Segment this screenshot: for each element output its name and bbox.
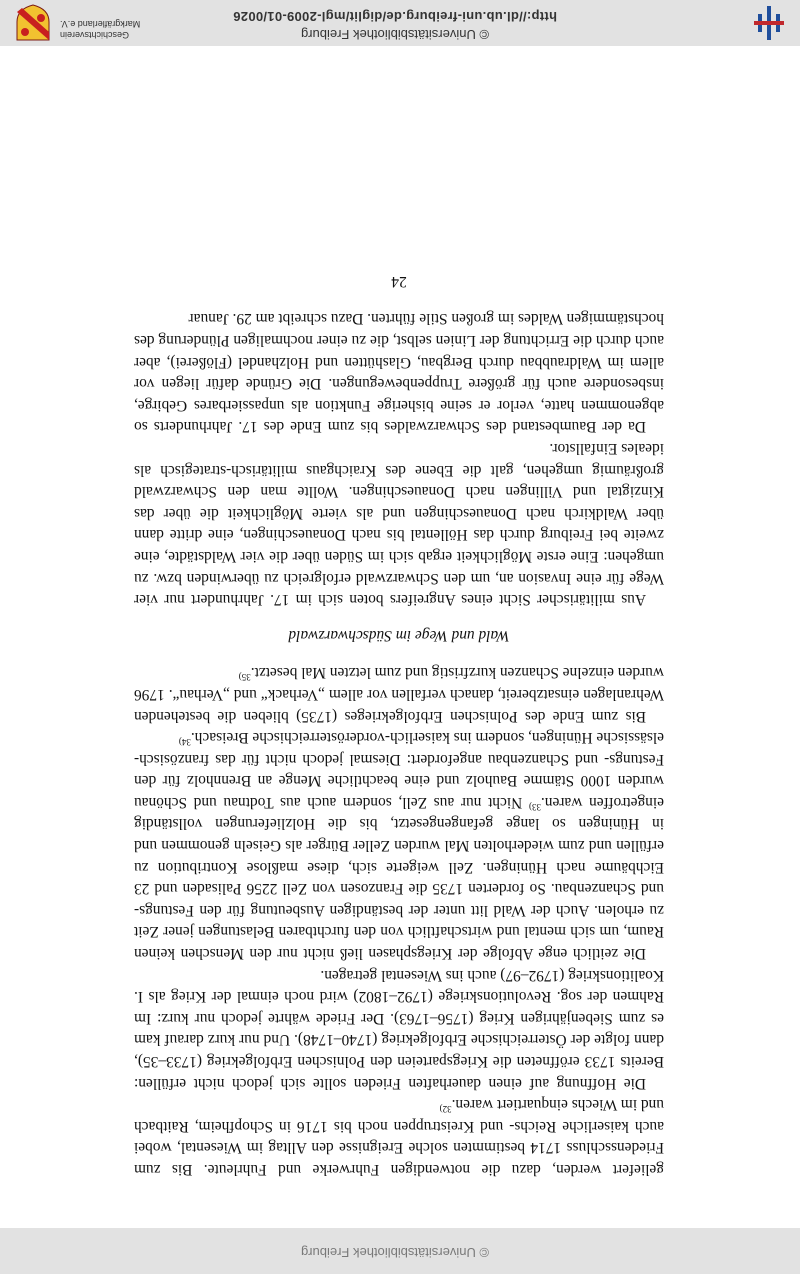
paragraph: geliefert werden, dazu die notwendigen Fuhrwerke und Fuhrleute. Bis zum Friedensschluss 1714 bestimmten solche Ereignisse den Alltag im Wiesental, wobei auch kaiserliche Reichs- und Kreistruppen noch bis 1716 in Schopfheim, Raitbach und im Wiechs einquartiert waren.$^{32)}$ xyxy=(134,1096,664,1178)
paragraph: Da der Baumbestand des Schwarzwaldes bis zum Ende des 17. Jahrhunderts so abgenommen hatte, verlor er seine bisherige Funktion als unpassierbares Gebirge, insbesondere auch für größere Truppenbewegungen. Die Gründe dafür liegen vor allem im Waldraubbau durch Bergbau, Glashütten und Holzhandel (Flößerei), aber auch durch die Errichtung der Linien selbst, die zu einer nochmaligen Plünderung des hochstämmigen Waldes im großen Stile führten. Dazu schreibt am 29. Januar xyxy=(134,310,664,436)
footnote-ref: 32) xyxy=(439,1104,452,1115)
paragraph: Die zeitlich enge Abfolge der Kriegsphasen ließ nicht nur den Menschen keinen Raum, um sich mental und wirtschaftlich von den furchtbaren Belastungen jener Zeit zu erholen. Auch der Wald litt unter der beständigen Ausbeutung für den Festungs- und Schanzenbau. So forderten 1735 die Franzosen von Zell 2256 Palisaden und 23 Eichbäume nach Hüningen. Zell weigerte sich, diese maßlose Kontribution zu erfüllen und zum wiederholten Mal wurden Zeller Bürger als Geiseln genommen und in Hüningen so lange gefangengesetzt, bis die Holzlieferungen vollständig eingetroffen waren.$^{33)}$ Nicht nur aus Zell, sondern auch aus Todtnau und Schönau wurden 1000 Stämme Bauholz und eine beachtliche Menge an Brennholz für den Festungs- und Schanzenbau angefordert: Diesmal jedoch nicht für das französisch-elsässische Hüningen, sondern ins kaiserlich-vorderösterreichische Breisach.$^{34)}$ xyxy=(134,729,664,963)
society-name: Geschichtsverein Markgräflerland e.V. xyxy=(60,19,141,40)
viewer-footer-bar xyxy=(0,1228,800,1274)
ub-freiburg-logo-icon[interactable] xyxy=(752,6,786,40)
permalink[interactable]: http://dl.ub.uni-freiburg.de/diglit/mgl-2009-01/0026 xyxy=(232,9,558,24)
viewer-header-bar xyxy=(0,0,800,46)
footnote-ref: 34) xyxy=(178,737,191,748)
paragraph: Aus militärischer Sicht eines Angreifers boten sich im 17. Jahrhundert nur vier Wege für eine Invasion an, um den Schwarzwald erfolgreich zu überwinden bzw. zu umgehen: Eine erste Möglichkeit ergab sich im Süden über die vier Waldstädte, eine zweite bei Freiburg durch das Höllental bis nach Donaueschingen, eine dritte dann über Waldkirch nach Donaueschingen und als vierte Möglichkeit die über das Kinzigtal und Villingen nach Donaueschingen. Wollte man den Schwarzwald großräumig umgehen, galt die Ebene des Kraichgaus militärisch-strategisch als ideales Einfallstor. xyxy=(134,440,664,609)
footnote-ref: 33) xyxy=(528,802,541,813)
paragraph: Die Hoffnung auf einen dauerhaften Frieden sollte sich jedoch nicht erfüllen: Bereits 1733 eröffneten die Kriegsparteien den Polnischen Erbfolgekrieg (1733–35), dann folgte der Österreichische Erbfolgekrieg (1740–1748). Und nur kurz darauf kam es zum Siebenjährigen Krieg (1756–1763). Der Friede währte jedoch nur kurz: Im Rahmen der sog. Revolutionskriege (1792–1802) wird noch einmal der Krieg als I. Koalitionskrieg (1792–97) auch ins Wiesental getragen. xyxy=(134,966,664,1092)
copyright-text-faint: © Universitätsbibliothek Freiburg xyxy=(300,1245,490,1260)
paragraph: Bis zum Ende des Polnischen Erbfolgekrieges (1735) blieben die bestehenden Wehranlagen einsatzbereit, danach verfallen vor allem „Verhack“ und „Verhau“. 1796 wurden einzelne Schanzen kurzfristig und zum letzten Mal besetzt.$^{35)}$ xyxy=(134,664,664,725)
copyright-text: © Universitätsbibliothek Freiburg xyxy=(300,27,490,42)
page-number: 24 xyxy=(391,272,407,290)
page-body xyxy=(134,270,664,1180)
section-heading: Wald und Wege im Südschwarzwald xyxy=(288,626,510,644)
footnote-ref: 35) xyxy=(238,672,251,683)
society-crest-icon[interactable] xyxy=(14,4,52,42)
